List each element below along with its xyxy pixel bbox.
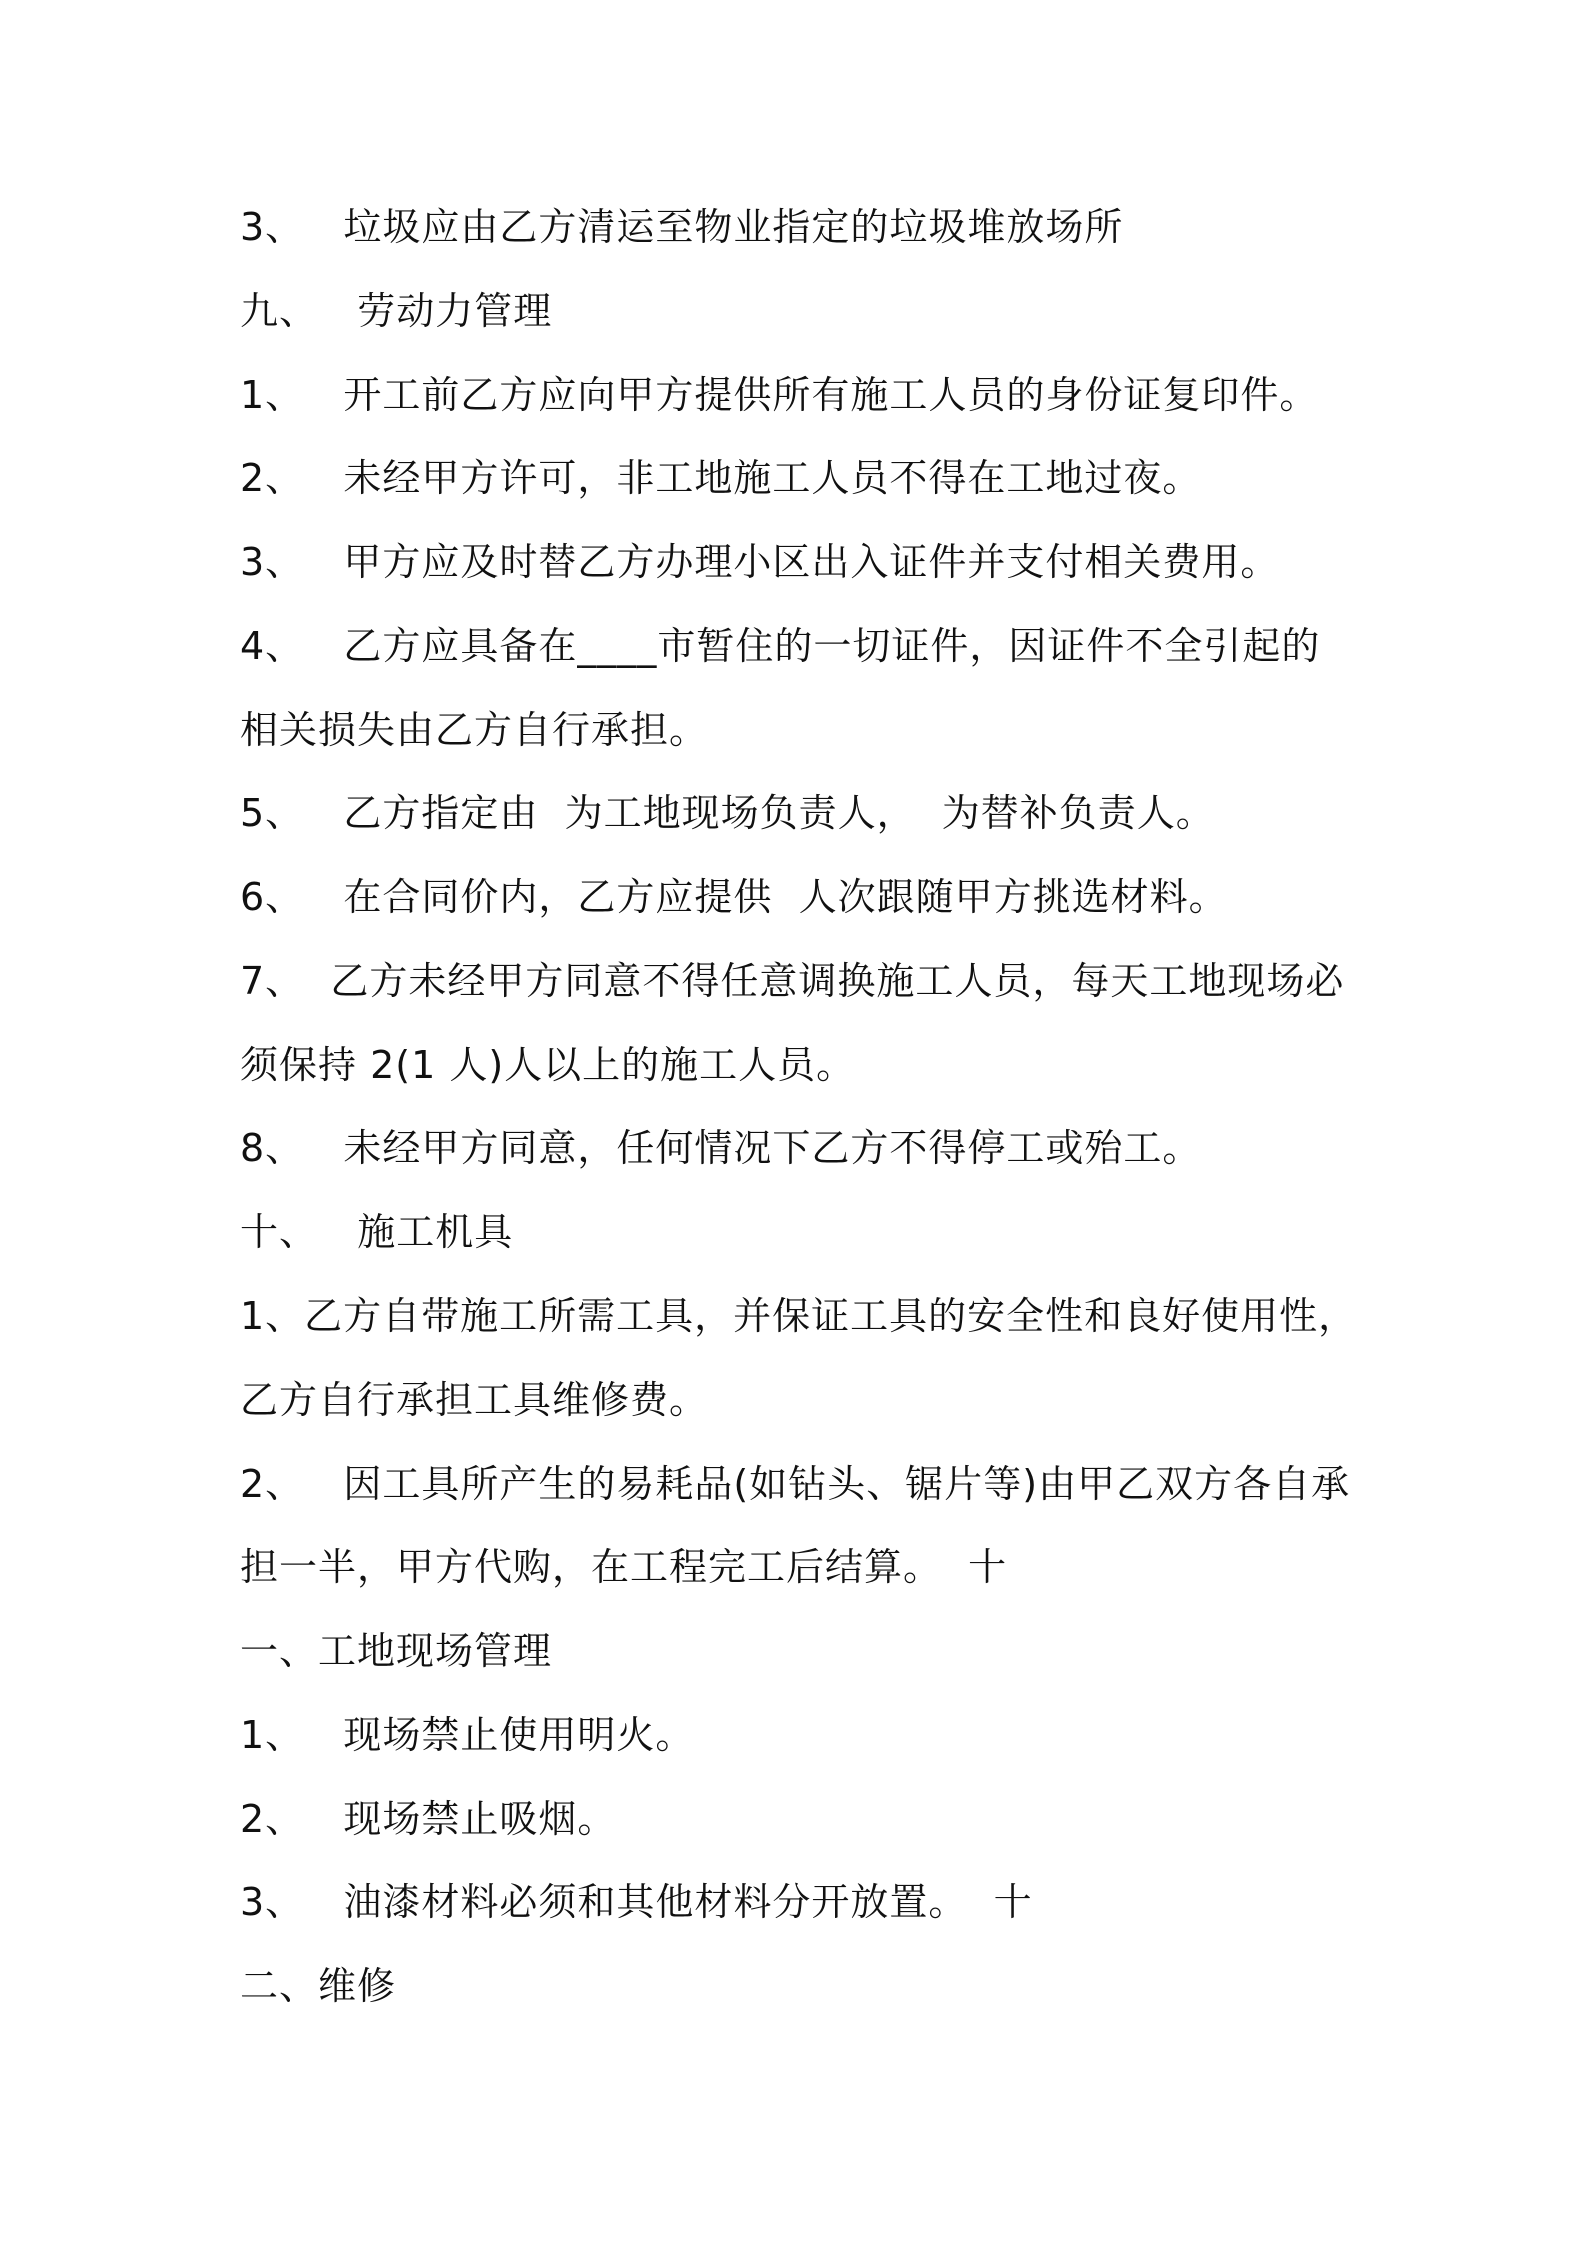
text-line-4: 2、 未经甲方许可，非工地施工人员不得在工地过夜。 xyxy=(240,456,1202,500)
text-line-16: 2、 因工具所产生的易耗品(如钻头、锯片等)由甲乙双方各自承 xyxy=(240,1462,1351,1506)
text-line-15: 乙方自行承担工具维修费。 xyxy=(240,1378,709,1422)
text-line-17: 担一半，甲方代购，在工程完工后结算。 十 xyxy=(240,1545,1008,1589)
text-line-1: 3、 垃圾应由乙方清运至物业指定的垃圾堆放场所 xyxy=(240,205,1124,249)
text-line-2: 九、 劳动力管理 xyxy=(240,289,553,333)
text-line-9: 6、 在合同价内，乙方应提供 人次跟随甲方挑选材料。 xyxy=(240,875,1228,919)
text-line-22: 二、维修 xyxy=(240,1964,397,2008)
text-line-11: 须保持 2(1 人)人以上的施工人员。 xyxy=(240,1043,856,1087)
text-line-20: 2、 现场禁止吸烟。 xyxy=(240,1797,617,1841)
text-line-12: 8、 未经甲方同意，任何情况下乙方不得停工或殆工。 xyxy=(240,1126,1202,1170)
text-line-8: 5、 乙方指定由 为工地现场负责人， 为替补负责人。 xyxy=(240,791,1215,835)
text-line-19: 1、 现场禁止使用明火。 xyxy=(240,1713,695,1757)
text-line-21: 3、 油漆材料必须和其他材料分开放置。 十 xyxy=(240,1880,1033,1924)
text-line-13: 十、 施工机具 xyxy=(240,1210,514,1254)
text-line-14: 1、乙方自带施工所需工具，并保证工具的安全性和良好使用性， xyxy=(240,1294,1358,1338)
text-line-7: 相关损失由乙方自行承担。 xyxy=(240,708,709,752)
text-line-18: 一、工地现场管理 xyxy=(240,1629,553,1673)
text-line-10: 7、 乙方未经甲方同意不得任意调换施工人员，每天工地现场必 xyxy=(240,959,1345,1003)
text-line-6: 4、 乙方应具备在____市暂住的一切证件，因证件不全引起的 xyxy=(240,624,1321,668)
text-line-5: 3、 甲方应及时替乙方办理小区出入证件并支付相关费用。 xyxy=(240,540,1280,584)
text-line-3: 1、 开工前乙方应向甲方提供所有施工人员的身份证复印件。 xyxy=(240,373,1319,417)
